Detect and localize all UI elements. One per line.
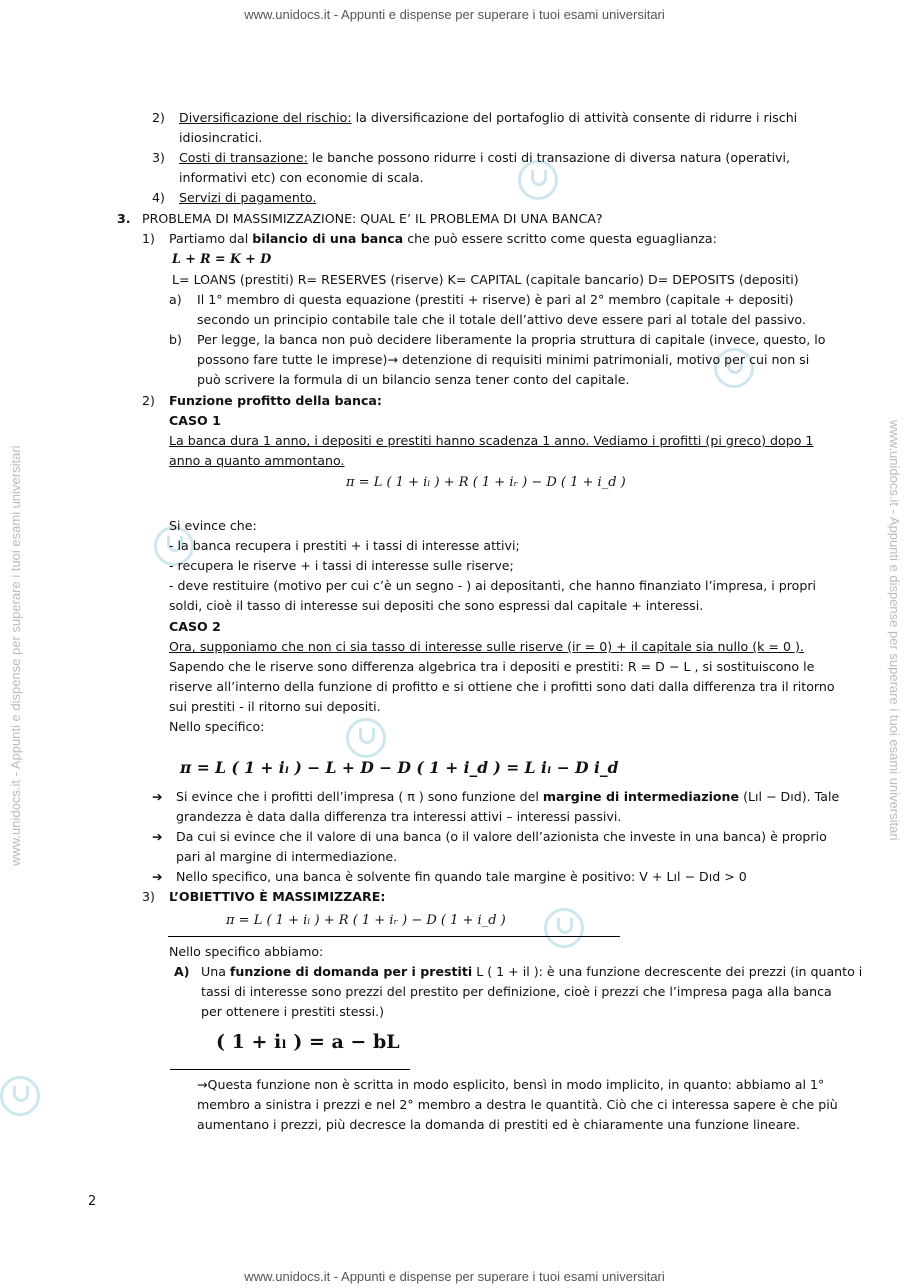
evince-title: Si evince che: bbox=[169, 518, 257, 533]
evince-line-2: - recupera le riserve + i tassi di interesse sulle riserve; bbox=[169, 558, 514, 573]
point-b-line-1: Per legge, la banca non può decidere liberamente la propria struttura di capitale (invece, questo, lo bbox=[197, 332, 826, 347]
point-2-title: Funzione profitto della banca: bbox=[169, 393, 382, 408]
point-a-label: a) bbox=[169, 292, 182, 307]
evince-line-1: - la banca recupera i prestiti + i tassi di interesse attivi; bbox=[169, 538, 520, 553]
arrow-3-line: Nello specifico, una banca è solvente fin quando tale margine è positivo: V + Lıl − Dıd > 0 bbox=[176, 869, 747, 884]
caso-2-line-2: Sapendo che le riserve sono differenza algebrica tra i depositi e prestiti: R = D − L , si sostituiscono le bbox=[169, 659, 815, 674]
page-number: 2 bbox=[88, 1194, 97, 1209]
watermark-bottom: www.unidocs.it - Appunti e dispense per superare i tuoi esami universitari bbox=[244, 1269, 665, 1284]
profit-equation-3: π = L ( 1 + iₗ ) + R ( 1 + iᵣ ) − D ( 1 + i_d ) bbox=[226, 913, 506, 928]
divider-line-2 bbox=[170, 1069, 410, 1070]
point-a-line-1: Il 1° membro di questa equazione (prestiti + riserve) è pari al 2° membro (capitale + depositi) bbox=[197, 292, 794, 307]
arrow-1-line-2: grandezza è data dalla differenza tra interessi attivi – interessi passivi. bbox=[176, 809, 622, 824]
item-3-number: 3) bbox=[152, 150, 165, 165]
caso-2-line-1: Ora, supponiamo che non ci sia tasso di interesse sulle riserve (ir = 0) + il capitale sia nullo (k = 0 ). bbox=[169, 639, 804, 654]
caso-1-line-1: La banca dura 1 anno, i depositi e prestiti hanno scadenza 1 anno. Vediamo i profitti (pi greco) dopo 1 bbox=[169, 433, 814, 448]
caso-1-line-2: anno a quanto ammontano. bbox=[169, 453, 345, 468]
caso-2-heading: CASO 2 bbox=[169, 619, 221, 634]
item-2-number: 2) bbox=[152, 110, 165, 125]
point-1-number: 1) bbox=[142, 231, 155, 246]
item-3-line-1: Costi di transazione: le banche possono ridurre i costi di transazione di diversa natura (operativi, bbox=[179, 150, 791, 165]
arrow-2-icon: ➔ bbox=[152, 829, 163, 844]
point-3-number: 3) bbox=[142, 889, 155, 904]
unidocs-logo-icon bbox=[0, 1076, 40, 1116]
point-b-line-3: può scrivere la formula di un bilancio senza tener conto del capitale. bbox=[197, 372, 630, 387]
point-A-line-3: per ottenere i prestiti stessi.) bbox=[201, 1004, 385, 1019]
evince-line-3: - deve restituire (motivo per cui c’è un segno - ) ai depositanti, che hanno finanziato l’impresa, i propri bbox=[169, 578, 817, 593]
watermark-left: www.unidocs.it - Appunti e dispense per superare i tuoi esami universitari bbox=[8, 445, 23, 866]
profit-equation-2: π = L ( 1 + iₗ ) − L + D − D ( 1 + i_d ) = L iₗ − D i_d bbox=[180, 758, 619, 777]
section-3-title: PROBLEMA DI MASSIMIZZAZIONE: QUAL E’ IL PROBLEMA DI UNA BANCA? bbox=[142, 211, 603, 226]
point-3-title: L’OBIETTIVO È MASSIMIZZARE: bbox=[169, 889, 386, 904]
demand-equation: ( 1 + iₗ ) = a − bL bbox=[216, 1031, 400, 1053]
unidocs-logo-icon bbox=[346, 718, 386, 758]
divider-line bbox=[168, 936, 620, 937]
item-4-title: Servizi di pagamento. bbox=[179, 190, 317, 205]
nello-specifico-2: Nello specifico abbiamo: bbox=[169, 944, 324, 959]
point-A-line-2: tassi di interesse sono prezzi del prestito per definizione, cioè i prezzi che l’impresa paga alla banca bbox=[201, 984, 832, 999]
point-b-label: b) bbox=[169, 332, 182, 347]
balance-legend: L= LOANS (prestiti) R= RESERVES (riserve) K= CAPITAL (capitale bancario) D= DEPOSITS (depositi) bbox=[172, 272, 799, 287]
point-2-number: 2) bbox=[142, 393, 155, 408]
watermark-top: www.unidocs.it - Appunti e dispense per superare i tuoi esami universitari bbox=[244, 7, 665, 22]
arrow-1-line-1: Si evince che i profitti dell’impresa ( π ) sono funzione del margine di intermediazione (Lıl − Dıd). Tale bbox=[176, 789, 840, 804]
point-b-line-2: possono fare tutte le imprese)→ detenzione di requisiti minimi patrimoniali, motivo per cui non si bbox=[197, 352, 810, 367]
point-A-label: A) bbox=[174, 964, 190, 979]
item-2-line-1: Diversificazione del rischio: la diversificazione del portafoglio di attività consente di ridurre i rischi bbox=[179, 110, 798, 125]
unidocs-logo-icon bbox=[544, 908, 584, 948]
caso-2-line-4: sui prestiti - il ritorno sui depositi. bbox=[169, 699, 381, 714]
profit-equation-1: π = L ( 1 + iₗ ) + R ( 1 + iᵣ ) − D ( 1 + i_d ) bbox=[346, 475, 626, 490]
arrow-3-icon: ➔ bbox=[152, 869, 163, 884]
balance-equation: L + R = K + D bbox=[172, 251, 272, 266]
evince-line-4: soldi, cioè il tasso di interesse sui depositi che sono espressi dal capitale + interessi. bbox=[169, 598, 704, 613]
arrow-1-icon: ➔ bbox=[152, 789, 163, 804]
note-line-2: membro a sinistra i prezzi e nel 2° membro a destra le quantità. Ciò che ci interessa sapere è che più bbox=[197, 1097, 838, 1112]
section-3-number: 3. bbox=[117, 211, 131, 226]
point-A-line-1: Una funzione di domanda per i prestiti L ( 1 + il ): è una funzione decrescente dei prezzi (in quanto i bbox=[201, 964, 863, 979]
watermark-right: www.unidocs.it - Appunti e dispense per superare i tuoi esami universitari bbox=[887, 420, 902, 841]
nello-specifico: Nello specifico: bbox=[169, 719, 265, 734]
caso-1-heading: CASO 1 bbox=[169, 413, 221, 428]
point-a-line-2: secondo un principio contabile tale che il totale dell’attivo deve essere pari al totale del passivo. bbox=[197, 312, 806, 327]
item-2-line-2: idiosincratici. bbox=[179, 130, 263, 145]
caso-2-line-3: riserve all’interno della funzione di profitto e si ottiene che i profitti sono dati dalla differenza tra il ritorno bbox=[169, 679, 835, 694]
item-3-line-2: informativi etc) con economie di scala. bbox=[179, 170, 424, 185]
arrow-2-line-2: pari al margine di intermediazione. bbox=[176, 849, 398, 864]
note-line-3: aumentano i prezzi, più decresce la domanda di prestiti ed è chiaramente una funzione lineare. bbox=[197, 1117, 801, 1132]
point-1-text: Partiamo dal bilancio di una banca che può essere scritto come questa eguaglianza: bbox=[169, 231, 717, 246]
note-line-1: →Questa funzione non è scritta in modo esplicito, bensì in modo implicito, in quanto: abbiamo al 1° bbox=[197, 1077, 825, 1092]
arrow-2-line-1: Da cui si evince che il valore di una banca (o il valore dell’azionista che investe in una banca) è proprio bbox=[176, 829, 827, 844]
item-4-number: 4) bbox=[152, 190, 165, 205]
